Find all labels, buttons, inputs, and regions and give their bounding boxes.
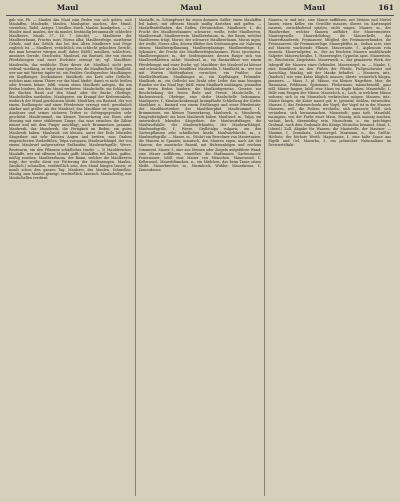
text-column-3: [264, 18, 394, 496]
column-1-text: gab von Pb. — Maulen das Maul zum Reden von sich geben, sich Maulaffen, Maulende, Maulen, Maulspitze machen, der Mund, verziehen; Tadel, Aerger, Unwillen durch Maulen kundgeben. — 2) Mauler, mnd. maulen, der da maulet, beständig herummault; schlechte Maulbeere, Mauls. 37, 18, 7 (stockt); — Maulbeere der Maulbeerbaum, Fructus mori, Morus alba; Maulbeerfeige, moriforme Gehölz, und das Gehölz das bei den Alten Maulbeere und Feige zugleich ist. — Maulbrei, verächtlich, ein schlecht gekochtes Gericht, das man herunter würgen muß; daher (bildl.) maulbrei, schlechtes, unnützes Gerede, Geschwätz. Maulesel, ein Bastard, der von einem Pferdehengste und einer Eselstute erzeugt ist; vgl. Maulthier. Mauleselin, das weibliche Thier dieser Art. Maulfaul, nicht gern redend; wortkarg, zu träge zum Sprechen; die Maulfaulheit. Maulheld, wer nur mit Worten tapfer ist, ein Prahler, Großsprecher. Maulhänger, ein Kopfhänger, Duckmäuser. Maulkorb, ein Korb oder Geflecht, welches man einem Thiere vor das Maul bindet, damit es nicht beißen oder fressen könne; bildl. einem einen Maulkorb anlegen, ihn am Reden hindern, ihm den Mund verbieten. Maulschelle, ein Schlag mit der flachen Hand auf den Mund oder die Backe, Ohrfeige; Maulschellen austheilen. Maulsperre, ein Krampf der Kiefermuskeln, wodurch der Mund geschlossen bleibt. Maulthier, ein Bastard, der von einem Eselhengste und einer Pferdestute erzeugt wird, gewöhnlich stärker und größer als der Maulesel; das Maulthier ist wegen seiner Ausdauer und seines sicheren Trittes in Gebirgsgegenden sehr geschätzt. Maultrommel, ein kleines Tonwerkzeug aus Eisen oder Messing mit einer stählernen Zunge, das man zwischen die Zähne nimmt und mit dem Finger anschlägt; auch Brummeisen genannt. Maulwerk, das Mundwerk, die Fertigkeit im Reden; ein gutes Maulwerk haben. Maulwurf, ein kleines, unter der Erde lebendes Säugethier mit sehr kleinen Augen und breiten, zum Graben eingerichteten Vorderfüßen, Talpa europaea; Maulwurfshügel, der von einem Maulwurf aufgeworfene Erdhaufen; Maulwurfsgrille, Werre, Reutwurm, ein den Pflanzen schädliches Insekt. — 3) Mauldrescher, Maulaffe, wer mit offenem Munde gafft; Maulaffen feil haben, gaffen, müßig zusehen. Maulbeerbaum, der Baum, welcher die Maulbeeren trägt; der weiße dient zur Fütterung der Seidenraupen. Maulen, (landsch.) schmollen, verdrießlich sein, den Mund hängen lassen; er mault schon den ganzen Tag. Maulerei, das Maulen, Schmollen. Maulig, zum Maulen geneigt, verdrießlich, launisch. Maulschellig, was Maulschellen verdient.: [9, 18, 132, 180]
header-keyword-left: Maul: [56, 3, 79, 12]
header-keyword-middle: Maul: [180, 3, 202, 12]
running-header: [6, 3, 394, 16]
page-number: 161: [378, 3, 394, 12]
text-column-1: [6, 18, 135, 496]
text-columns: [6, 18, 394, 496]
column-2-text: Maulaffe, m. Schimpfwort für einen dummen Gaffer; einen Maulaffen feil haben, mit offenem Munde müßig dastehen und gaffen. — Maulaffenfeilhaben, das Gaffen, Herumstehen. Maulbeere, f., die Frucht des Maulbeerbaumes; schwarze, weiße, rothe Maulbeeren; Maulbeersaft, Maulbeerwein. Maulbeerbaum, m., der Baum, welcher Maulbeeren trägt, Morus; der schwarze Maulbeerbaum, Morus nigra; der weiße, Morus alba, dessen Blätter den Seidenraupen zur Nahrung dienen; Maulbeerpflanzung, Maulbeerplantage. Maulbeerfeige, f., Sykomore, die Frucht des Maulbeerfeigenbaumes, Ficus sycomorus. Maulbeerspinner, m., der Seidenspinner, dessen Raupe sich von Maulbeerblättern nährt. Maulesel, m., ein Bastardthier von einem Pferdehengst und einer Eselin; vgl. Maulthier; der Maulesel ist kleiner und schwächer als das Maulthier. Mauleselin, f. Maulheld, m., wer nur mit Worten Heldenthaten verrichtet, ein Prahler; das Maulheldenthum. Maulhänger, m., ein Kopfhänger, Frömmler. Maulkorb, m., ein Geflecht aus Draht oder Leder, das man bissigen Hunden vor das Maul legt; bildl. einen Maulkorb umhängen, jemanden am freien Reden hindern; die Maulkorbgesetze, Gesetze zur Beschränkung der freien Rede und Presse. Maulschelle, f., Backenstreich, Ohrfeige; eine derbe Maulschelle bekommen. Maulsperre, f., Kinnbackenkrampf, krampfhafte Schließung der Kiefer. Maulthier, n., Bastard von einem Eselhengst und einer Pferdestute; der Maulthiertreiber, der Maulthierpfad. Maultrommel, f., Brummeisen, ein kleines Tonwerkzeug. Maulwerk, n., Mundwerk, Zungenfertigkeit; ein loses Maulwerk haben. Maulwurf, m., Talpa, ein unterirdisch lebendes Säugethier; der Maulwurfsfänger, die Maulwurfsfalle, der Maulwurfshaufen, der Maulwurfshügel. Maulwurfsgrille, f., Werre, Gryllotalpa vulgaris, ein den Gartenpflanzen sehr schädliches Insekt. Maulwurfskrebs, m., s. Maulwurfsgrille. — Maure, m., (Mohr) ein Bewohner von Mauretanien; die Mauren in Spanien; maurisch, den Mauren eigen, nach Art der Mauren; der maurische Baustil, mit Hufeisenbögen und reichem Ornament. Mauer, f., eine aus Steinen oder Ziegeln aufgeführte Wand; eine Mauer aufführen, einreißen; die Stadtmauer, Gartenmauer, Feuermauer; bildl. eine Mauer von Menschen. Mauerassel, f., Kellerassel. Mauerblümchen, n., ein Mädchen, das beim Tanze sitzen bleibt. Mauerbrecher, m., Sturmbock, Widder. Mauerkrone, f., Zinnenkrone.: [138, 18, 262, 172]
header-keyword-right: Maul: [303, 3, 326, 12]
text-column-2: [135, 18, 265, 496]
column-3-text: Mauern, tr. und intr., eine Mauer aufführen, mit Steinen und Mörtel bauen; einen Keller, ein Gewölbe mauern; übertr. im Kartenspiel mauern, zurückhaltend spielen, nicht wagen. Maurer, m., der Handwerker, welcher Mauern aufführt; der Maurermeister, Maurergeselle, Maurerlehrling; die Maurerkelle, das Maurerhandwerk; Freimaurer, Mitglied des Freimaurerbundes; die Freimaurerei, die Freimaurerloge. Mauerpfeffer, m., Sedum acre, eine auf Mauern wachsende Pflanze. Mauerraute, f., Asplenium ruta muraria. Mauersalpeter, m., der an feuchten Mauern ausblühende Salpeter. Mauerschwalbe, f., Mauersegler, Cypselus apus. Mauerstein, m., Bruchstein, Ziegelstein. Mauerwerk, n., das gemauerte Werk, der Inbegriff der Mauern eines Gebäudes. Mauerziegel, m. — Mauke, f., eine Krankheit an den Füßen der Pferde, Fußgeschwulst mit Ausschlag. Maukig, mit der Mauke behaftet. — Maunzen, intr., (landsch.) wie eine Katze kläglich miauen; übertr. weinerlich klagen, jammern. — Maus, f., pl. Mäuse, ein kleines Nagethier, Mus; die Hausmaus, Feldmaus, Spitzmaus, Fledermaus; mäuschenstill, ganz still; Mäuse fangen; bildl. eine Maus im Kopfe haben. Mausefalle, f., Falle zum Fangen der Mäuse. Mauseloch, n., Loch, in welchem Mäuse wohnen; sich in ein Mauseloch verkriechen mögen. Mausen, intr., Mäuse fangen; die Katze maust gut; tr. (gemein) stehlen, entwenden. Mauser, f., das Federwechseln der Vögel; der Vogel ist in der Mauser. Mausern, refl., die Federn wechseln; sich mausern; bildl. sich verändern, sich herausmachen. Mausetodt, ganz todt. Mausfahl, mausgrau, von der Farbe einer Maus. Mausig, sich mausig machen, vorlaut, keck, übermüthig sein. Mausoleum, n., ein prächtiges Grabmal, nach dem Grabmale des Königs Mausolus benannt. Maut, f., (oberd.) Zoll, Abgabe für Waaren; die Mautstelle, der Mautner. — Maxime, f., Grundsatz, Lebensregel. Maximum, n., das Größte, Höchste, der höchste Werth. Mayonnaise, f., eine kalte Sauce aus Eigelb und Oel. Mazurka, f., ein polnischer Nationaltanz im Dreivierteltakt.: [268, 18, 392, 148]
